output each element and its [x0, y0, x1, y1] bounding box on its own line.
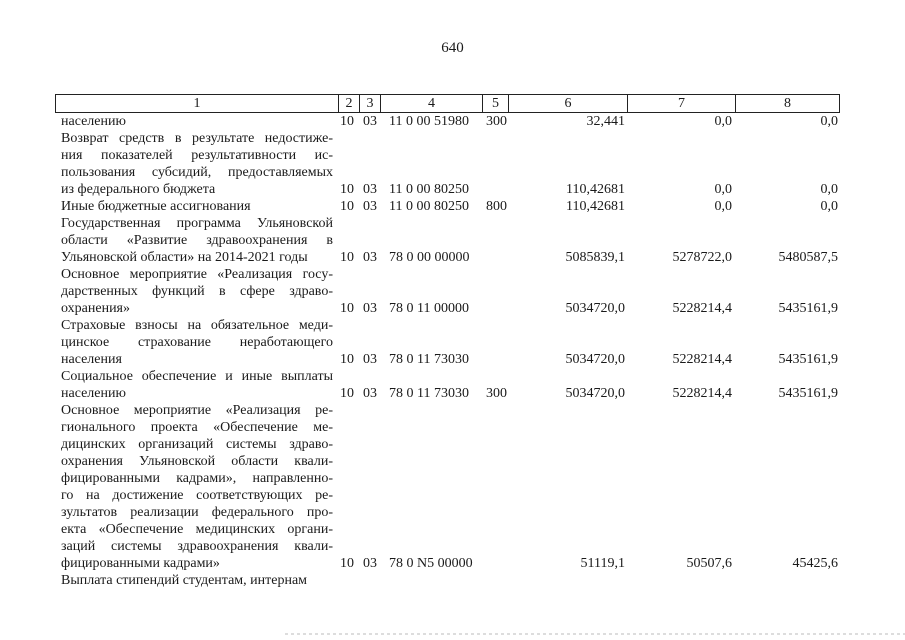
row-cell-c2: 10: [340, 250, 354, 265]
row-name-line: населению: [61, 386, 126, 401]
row-cell-c3: 03: [363, 301, 377, 316]
row-cell-c4: 78 0 11 73030: [389, 352, 469, 367]
row-cell-c6: 110,42681: [566, 199, 625, 214]
row-name-line: Страховые взносы на обязательное меди-: [61, 318, 333, 333]
row-name-line: Государственная программа Ульяновской: [61, 216, 333, 231]
row-name-line: Ульяновской области» на 2014-2021 годы: [61, 250, 308, 265]
row-cell-c4: 78 0 11 73030: [389, 386, 469, 401]
row-name-line: Социальное обеспечение и иные выплаты: [61, 369, 333, 384]
row-name-line: зультатов реализации федерального про-: [61, 505, 333, 520]
row-name-line: Иные бюджетные ассигнования: [61, 199, 251, 214]
row-cell-c3: 03: [363, 250, 377, 265]
row-cell-c4: 11 0 00 51980: [389, 114, 469, 129]
row-cell-c7: 5228214,4: [672, 386, 732, 401]
row-cell-c6: 110,42681: [566, 182, 625, 197]
table-row: [0, 215, 905, 266]
row-cell-c2: 10: [340, 182, 354, 197]
row-cell-c7: 50507,6: [686, 556, 732, 571]
row-name-line: фицированными кадрами», направленно-: [61, 471, 333, 486]
row-cell-c3: 03: [363, 556, 377, 571]
row-name-line: населению: [61, 114, 126, 129]
row-cell-c2: 10: [340, 352, 354, 367]
table-row: [0, 368, 905, 402]
column-header-3: 3: [360, 95, 381, 113]
row-cell-c8: 5435161,9: [778, 386, 838, 401]
row-cell-c8: 5435161,9: [778, 301, 838, 316]
column-header-7: 7: [628, 95, 736, 113]
row-cell-c7: 0,0: [714, 114, 732, 129]
row-name-line: цинское страхование неработающего: [61, 335, 333, 350]
row-cell-c5: 300: [486, 386, 507, 401]
scan-artifact-line: [285, 633, 905, 635]
row-name-line: населения: [61, 352, 122, 367]
row-cell-c4: 78 0 00 00000: [389, 250, 470, 265]
row-name-line: ния показателей результативности ис-: [61, 148, 333, 163]
row-name-line: охранения Ульяновской области квали-: [61, 454, 333, 469]
row-name: [61, 402, 333, 572]
row-cell-c7: 0,0: [714, 199, 732, 214]
row-cell-c8: 0,0: [820, 114, 838, 129]
column-header-6: 6: [509, 95, 628, 113]
row-name-line: области «Развитие здравоохранения в: [61, 233, 333, 248]
row-name-line: заций системы здравоохранения квали-: [61, 539, 333, 554]
row-name-line: фицированными кадрами»: [61, 556, 220, 571]
column-header-2: 2: [339, 95, 360, 113]
row-cell-c8: 5435161,9: [778, 352, 838, 367]
row-cell-c3: 03: [363, 114, 377, 129]
row-cell-c7: 0,0: [714, 182, 732, 197]
row-name-line: пользования субсидий, предоставляемых: [61, 165, 333, 180]
row-name-line: дицинских организаций системы здраво-: [61, 437, 333, 452]
table-row: [0, 198, 905, 215]
column-header-4: 4: [381, 95, 483, 113]
row-cell-c7: 5278722,0: [672, 250, 732, 265]
table-row: [0, 402, 905, 572]
row-cell-c8: 45425,6: [792, 556, 838, 571]
row-cell-c2: 10: [340, 199, 354, 214]
row-cell-c8: 0,0: [820, 199, 838, 214]
table-row: [0, 317, 905, 368]
row-name-line: охранения»: [61, 301, 130, 316]
row-cell-c3: 03: [363, 386, 377, 401]
row-cell-c4: 11 0 00 80250: [389, 199, 469, 214]
row-cell-c6: 5034720,0: [565, 301, 625, 316]
column-header-row: [56, 95, 840, 113]
budget-rows: [0, 113, 905, 589]
row-cell-c3: 03: [363, 352, 377, 367]
row-cell-c2: 10: [340, 386, 354, 401]
row-cell-c4: 11 0 00 80250: [389, 182, 469, 197]
column-header-table: [55, 94, 840, 113]
row-name-line: дарственных функций в сфере здраво-: [61, 284, 333, 299]
row-name-line: гионального проекта «Обеспечение ме-: [61, 420, 333, 435]
table-row: [0, 130, 905, 198]
row-name-line: го на достижение соответствующих ре-: [61, 488, 333, 503]
row-cell-c6: 32,441: [586, 114, 625, 129]
row-cell-c6: 5034720,0: [565, 352, 625, 367]
row-name: [61, 266, 333, 317]
column-header-8: 8: [736, 95, 840, 113]
row-cell-c8: 0,0: [820, 182, 838, 197]
row-name-line: Основное мероприятие «Реализация госу-: [61, 267, 333, 282]
row-cell-c2: 10: [340, 114, 354, 129]
row-name-line: Возврат средств в результате недостиже-: [61, 131, 333, 146]
row-cell-c2: 10: [340, 301, 354, 316]
row-name-line: Основное мероприятие «Реализация ре-: [61, 403, 333, 418]
row-name: [61, 368, 333, 402]
table-row: [0, 572, 905, 589]
row-name: [61, 113, 333, 130]
row-name: [61, 317, 333, 368]
row-cell-c2: 10: [340, 556, 354, 571]
row-cell-c6: 51119,1: [580, 556, 625, 571]
column-header-1: 1: [56, 95, 339, 113]
row-cell-c8: 5480587,5: [778, 250, 838, 265]
row-name-line: екта «Обеспечение медицинских органи-: [61, 522, 333, 537]
row-name: [61, 198, 333, 215]
column-header-5: 5: [483, 95, 509, 113]
row-name-line: из федерального бюджета: [61, 182, 216, 197]
table-row: [0, 113, 905, 130]
row-cell-c3: 03: [363, 199, 377, 214]
row-cell-c5: 300: [486, 114, 507, 129]
row-cell-c5: 800: [486, 199, 507, 214]
table-row: [0, 266, 905, 317]
row-cell-c4: 78 0 N5 00000: [389, 556, 473, 571]
row-cell-c3: 03: [363, 182, 377, 197]
row-name-line: Выплата стипендий студентам, интернам: [61, 573, 308, 588]
row-name: [61, 572, 333, 589]
row-cell-c4: 78 0 11 00000: [389, 301, 469, 316]
row-cell-c6: 5034720,0: [565, 386, 625, 401]
row-name: [61, 215, 333, 266]
row-name: [61, 130, 333, 198]
row-cell-c7: 5228214,4: [672, 352, 732, 367]
page-number: 640: [441, 40, 464, 56]
row-cell-c6: 5085839,1: [565, 250, 625, 265]
row-cell-c7: 5228214,4: [672, 301, 732, 316]
